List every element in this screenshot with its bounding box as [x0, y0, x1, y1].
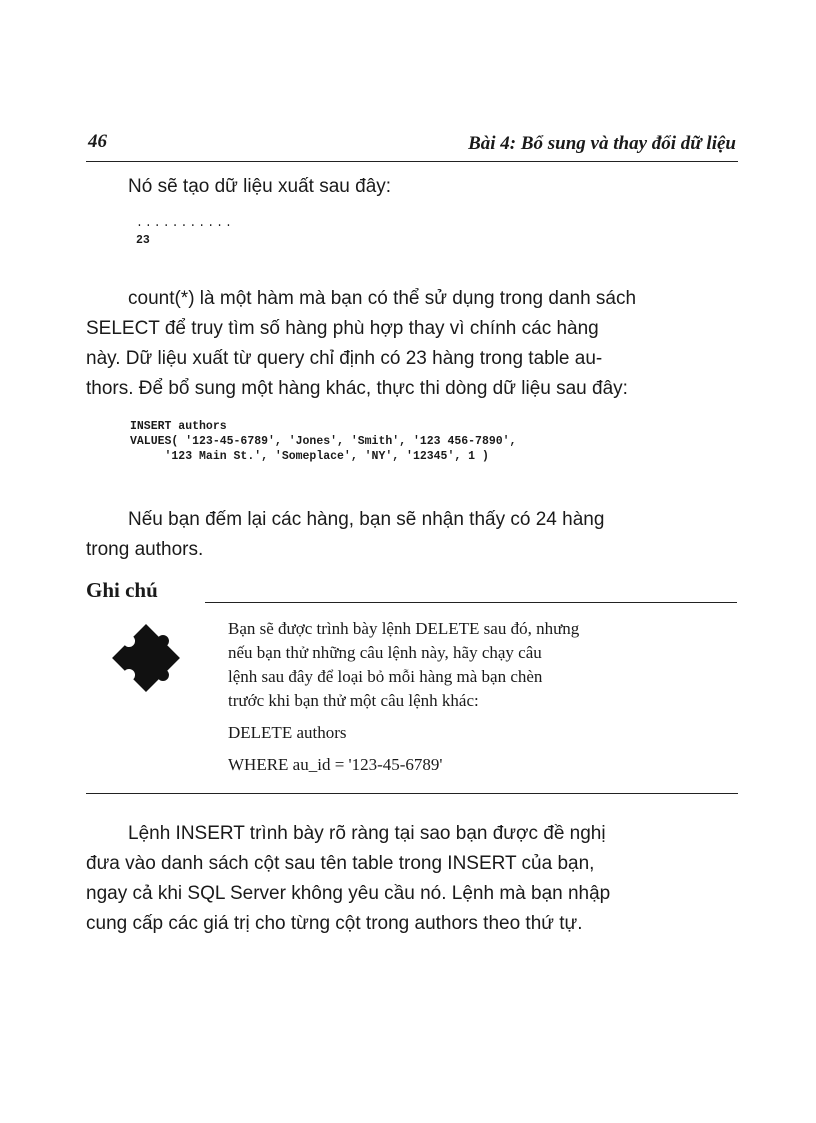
note-code-line-1: DELETE authors — [228, 723, 347, 742]
insert-code-line-1: INSERT authors — [130, 420, 227, 433]
output-separator: ........... — [136, 217, 234, 230]
note-line: Bạn sẽ được trình bày lệnh DELETE sau đó, nhưng — [228, 619, 580, 638]
insert-code-line-2: VALUES( '123-45-6789', 'Jones', 'Smith', '123 456-7890', — [130, 435, 517, 448]
paragraph-insert-line-4: cung cấp các giá trị cho từng cột trong authors theo thứ tự. — [86, 913, 583, 934]
paragraph-recount-line-2: trong authors. — [86, 539, 204, 560]
note-line: lệnh sau đây để loại bỏ mỗi hàng mà bạn chèn — [228, 667, 543, 686]
puzzle-piece-icon — [100, 612, 192, 704]
header-rule — [86, 161, 738, 162]
note-top-rule — [205, 602, 737, 603]
paragraph-recount-line-1: Nếu bạn đếm lại các hàng, bạn sẽ nhận thấy có 24 hàng — [128, 509, 605, 530]
paragraph-count-line-1: count(*) là một hàm mà bạn có thể sử dụng trong danh sách — [128, 288, 637, 309]
paragraph-count-line-3: này. Dữ liệu xuất từ query chỉ định có 23 hàng trong table au- — [86, 348, 603, 369]
insert-code-line-3: '123 Main St.', 'Someplace', 'NY', '12345', 1 ) — [130, 450, 489, 463]
output-value: 23 — [136, 234, 150, 247]
paragraph-output-intro: Nó sẽ tạo dữ liệu xuất sau đây: — [128, 176, 392, 197]
paragraph-insert-line-3: ngay cả khi SQL Server không yêu cầu nó. Lệnh mà bạn nhập — [86, 883, 611, 904]
running-title: Bài 4: Bổ sung và thay đổi dữ liệu — [468, 133, 736, 154]
paragraph-insert-line-1: Lệnh INSERT trình bày rõ ràng tại sao bạn được đề nghị — [128, 823, 606, 844]
note-title: Ghi chú — [86, 578, 158, 602]
note-body — [228, 617, 740, 777]
paragraph-insert-line-2: đưa vào danh sách cột sau tên table trong INSERT của bạn, — [86, 853, 595, 874]
note-code-line-2: WHERE au_id = '123-45-6789' — [228, 755, 443, 774]
paragraph-count-line-2: SELECT để truy tìm số hàng phù hợp thay vì chính các hàng — [86, 318, 599, 339]
note-line: nếu bạn thử những câu lệnh này, hãy chạy câu — [228, 643, 542, 662]
note-line: trước khi bạn thử một câu lệnh khác: — [228, 691, 479, 710]
paragraph-count-line-4: thors. Để bổ sung một hàng khác, thực thi dòng dữ liệu sau đây: — [86, 378, 628, 399]
page-number: 46 — [88, 131, 107, 152]
note-bottom-rule — [86, 793, 738, 794]
